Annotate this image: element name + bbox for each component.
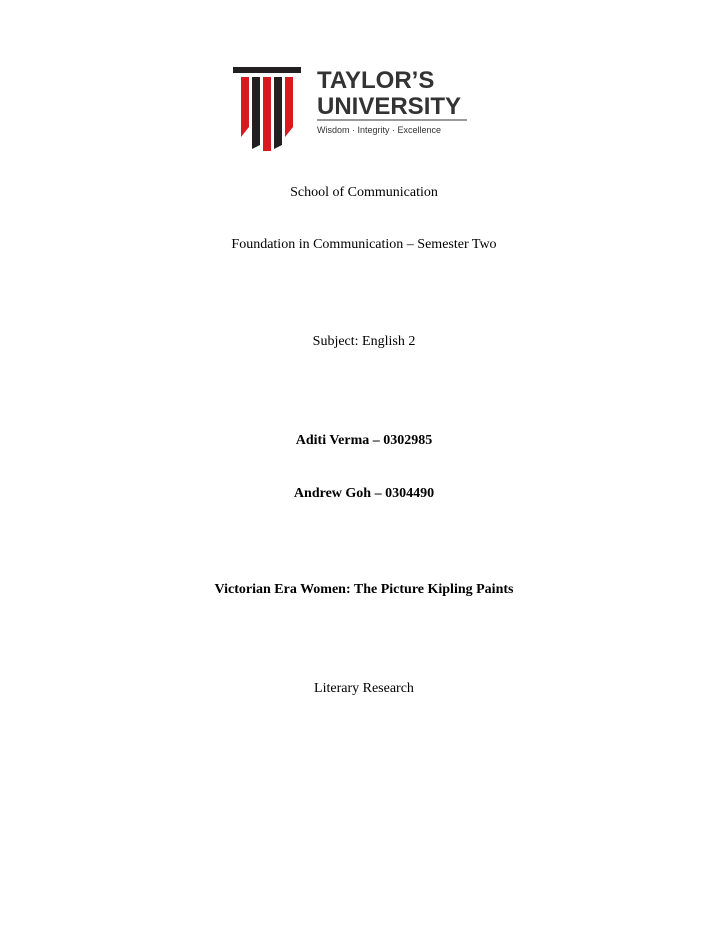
program-name: Foundation in Communication – Semester Two — [231, 237, 497, 252]
brand-tagline: Wisdom · Integrity · Excellence — [317, 125, 442, 135]
brand-line2: UNIVERSITY — [317, 93, 462, 120]
author-1: Aditi Verma – 0302985 — [295, 433, 433, 448]
paper-title: Victorian Era Women: The Picture Kipling Paints — [214, 582, 514, 597]
crest-emblem — [233, 67, 301, 151]
author-2: Andrew Goh – 0304490 — [293, 486, 435, 501]
university-logo — [233, 61, 473, 153]
brand-line1: TAYLOR’S — [317, 67, 435, 94]
school-name: School of Communication — [290, 185, 438, 200]
subject-line: Subject: English 2 — [312, 334, 416, 349]
paper-type: Literary Research — [314, 681, 414, 696]
